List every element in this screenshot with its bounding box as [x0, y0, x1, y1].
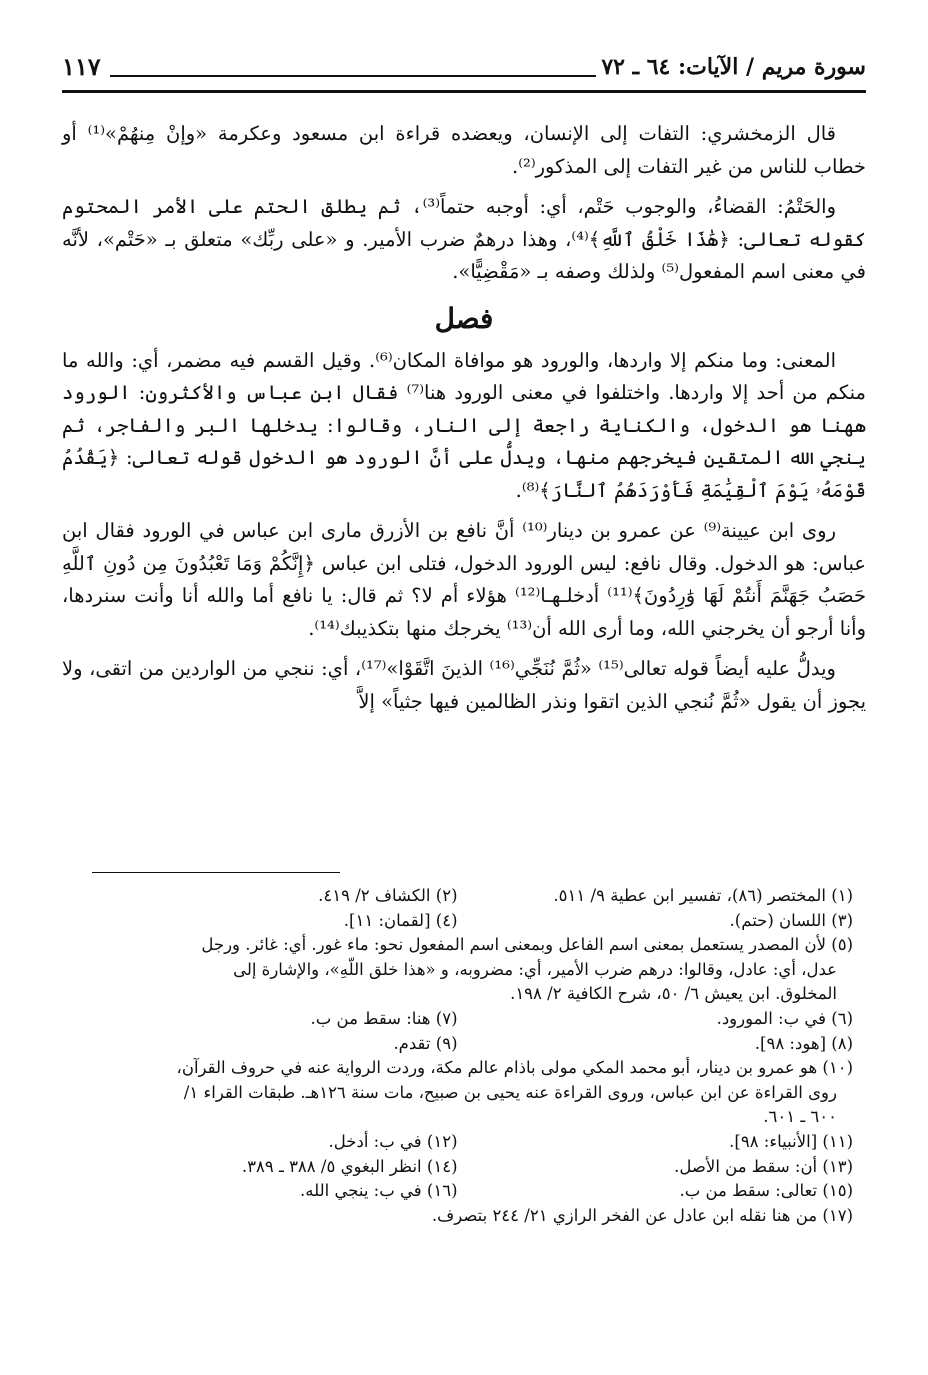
section-heading: فصل [434, 301, 494, 335]
footnote-row [62, 1007, 853, 1032]
footnotes [62, 884, 853, 1228]
footnote-separator [92, 872, 340, 873]
footnote-continuation: المخلوق. ابن يعيش ٦/ ٥٠، شرح الكافية ٢/ ١٩٨. [510, 984, 837, 1004]
header-underline [62, 90, 866, 93]
paragraph: ويدلُّ عليه أيضاً قوله تعالى⁽¹⁵⁾ «ثُمَّ نُنَجِّي⁽¹⁶⁾ الذينَ اتَّقَوْا»⁽¹⁷⁾، أي: ننجي من الواردين من اتقى، ولا يجوز أن يقول «ثُمَّ نُنجي الذين اتقوا ونذر الظالمين فيها جثياً» إلاَّ [62, 657, 866, 713]
page-header [62, 48, 866, 92]
paragraph: قال الزمخشري: التفات إلى الإنسان، ويعضده قراءة ابن مسعود وعكرمة «وإنْ مِنهُمْ»⁽¹⁾ أو خطاب للناس من غير التفات إلى المذكور⁽²⁾. [62, 122, 866, 178]
paragraph: المعنى: وما منكم إلا واردها، والورود هو موافاة المكان⁽⁶⁾. وقيل القسم فيه مضمر، أي: والله ما منكم من أحد إلا واردها. واختلفوا في معنى الورود هنا⁽⁷⁾ فقال ابن عباس والأكثرون: الورود ههنا هو الدخول، والكناية راجعة إلى النار، وقالوا: يدخلها البر والفاجر، ثم ينجي الله المتقين فيخرجهم منها، ويدلُّ على أنَّ الورود هو الدخول قوله تعالى: ﴿يَقْدُمُ قَوْمَهُۥ يَوْمَ ٱلْقِيَٰمَةِ فَأَوْرَدَهُمُ ٱلنَّارَ﴾⁽⁸⁾. [62, 348, 866, 502]
footnote: (٧) هنا: سقط من ب. [310, 1008, 458, 1028]
footnote: (١٤) انظر البغوي ٥/ ٣٨٨ ـ ٣٨٩. [241, 1156, 458, 1176]
footnote: (٢) الكشاف ٢/ ٤١٩. [318, 886, 458, 905]
footnote-continuation: ٦٠٠ ـ ٦٠١. [763, 1107, 837, 1127]
footnote: (٨) [هود: ٩٨]. [754, 1033, 853, 1053]
footnote-continuation: روى القراءة عن ابن عباس، وروى القراءة عنه يحيى بن صبيح، مات سنة ١٢٦هـ. طبقات القراء ١/ [183, 1082, 837, 1102]
paragraph: روى ابن عيينة⁽⁹⁾ عن عمرو بن دينار⁽¹⁰⁾ أنَّ نافع بن الأزرق مارى ابن عباس في الورود فقال ابن عباس: هو الدخول. وقال نافع: ليس الورود الدخول، فتلى ابن عباس ﴿إِنَّكُمْ وَمَا تَعْبُدُونَ مِن دُونِ ٱللَّهِ حَصَبُ جَهَنَّمَ أَنتُمْ لَهَا وَٰرِدُونَ﴾⁽¹¹⁾ أدخلـهـا⁽¹²⁾ هؤلاء أم لا؟ ثم قال: يا نافع أما والله أنا وأنت سنردها، وأنا أرجو أن يخرجني الله، وما أرى الله أن⁽¹³⁾ يخرجك منها بتكذيبك⁽¹⁴⁾. [62, 519, 866, 640]
footnote-continuation: عدل، أي: عادل، وقالوا: درهم ضرب الأمير، أي: مضروبه، و «هذا خلق اللّهِ»، والإشارة إلى [233, 959, 837, 979]
header-rule [110, 75, 596, 77]
footnote-row [62, 1155, 853, 1180]
footnote: (١٦) في ب: ينجي الله. [300, 1181, 458, 1201]
footnote: (١٥) تعالى: سقط من ب. [679, 1181, 853, 1201]
footnote: (١) المختصر (٨٦)، تفسير ابن عطية ٩/ ٥١١. [553, 886, 853, 905]
page-number: ١١٧ [62, 52, 101, 81]
footnote: (٤) [لقمان: ١١]. [343, 910, 458, 930]
footnote: (٣) اللسان (حتم). [729, 910, 853, 930]
footnote: (١١) [الأنبياء: ٩٨]. [729, 1131, 853, 1151]
footnote-row [62, 1179, 853, 1204]
footnote-row [62, 909, 853, 934]
footnote: (٩) تقدم. [393, 1033, 458, 1053]
footnote: (١٠) هو عمرو بن دينار، أبو محمد المكي مولى باذام عالم مكة، وردت الرواية عنه في حروف القرآن، [176, 1058, 853, 1078]
main-text [62, 118, 866, 726]
footnote-row [62, 1032, 853, 1057]
footnote: (٦) في ب: المورود. [716, 1008, 853, 1028]
footnote: (١٧) من هنا نقله ابن عادل عن الفخر الرازي ٢١/ ٢٤٤ بتصرف. [431, 1205, 853, 1225]
footnote: (١٢) في ب: أدخل. [328, 1131, 458, 1151]
footnote: (١٣) أن: سقط من الأصل. [674, 1156, 853, 1176]
paragraph: والحَتْمُ: القضاءُ، والوجوب حَتْم، أي: أوجبه حتماً⁽³⁾، ثم يطلق الحتم على الأمر المحتوم كقوله تعالى: ﴿هَٰذَا خَلْقُ ٱللَّهِ﴾⁽⁴⁾، وهذا درهمٌ ضرب الأمير. و «على ربِّك» متعلق بـ «حَتْم»، لأنَّه في معنى اسم المفعول⁽⁵⁾ ولذلك وصفه بـ «مَقْضِيًّا». [62, 195, 866, 283]
footnote-row [62, 884, 853, 909]
footnote: (٥) لأن المصدر يستعمل بمعنى اسم الفاعل وبمعنى اسم المفعول نحو: ماء غور. أي: غائر. ورجل [201, 935, 853, 955]
footnote-row [62, 1130, 853, 1155]
running-title: سورة مريم / الآيات: ٦٤ ـ ٧٢ [601, 54, 866, 80]
